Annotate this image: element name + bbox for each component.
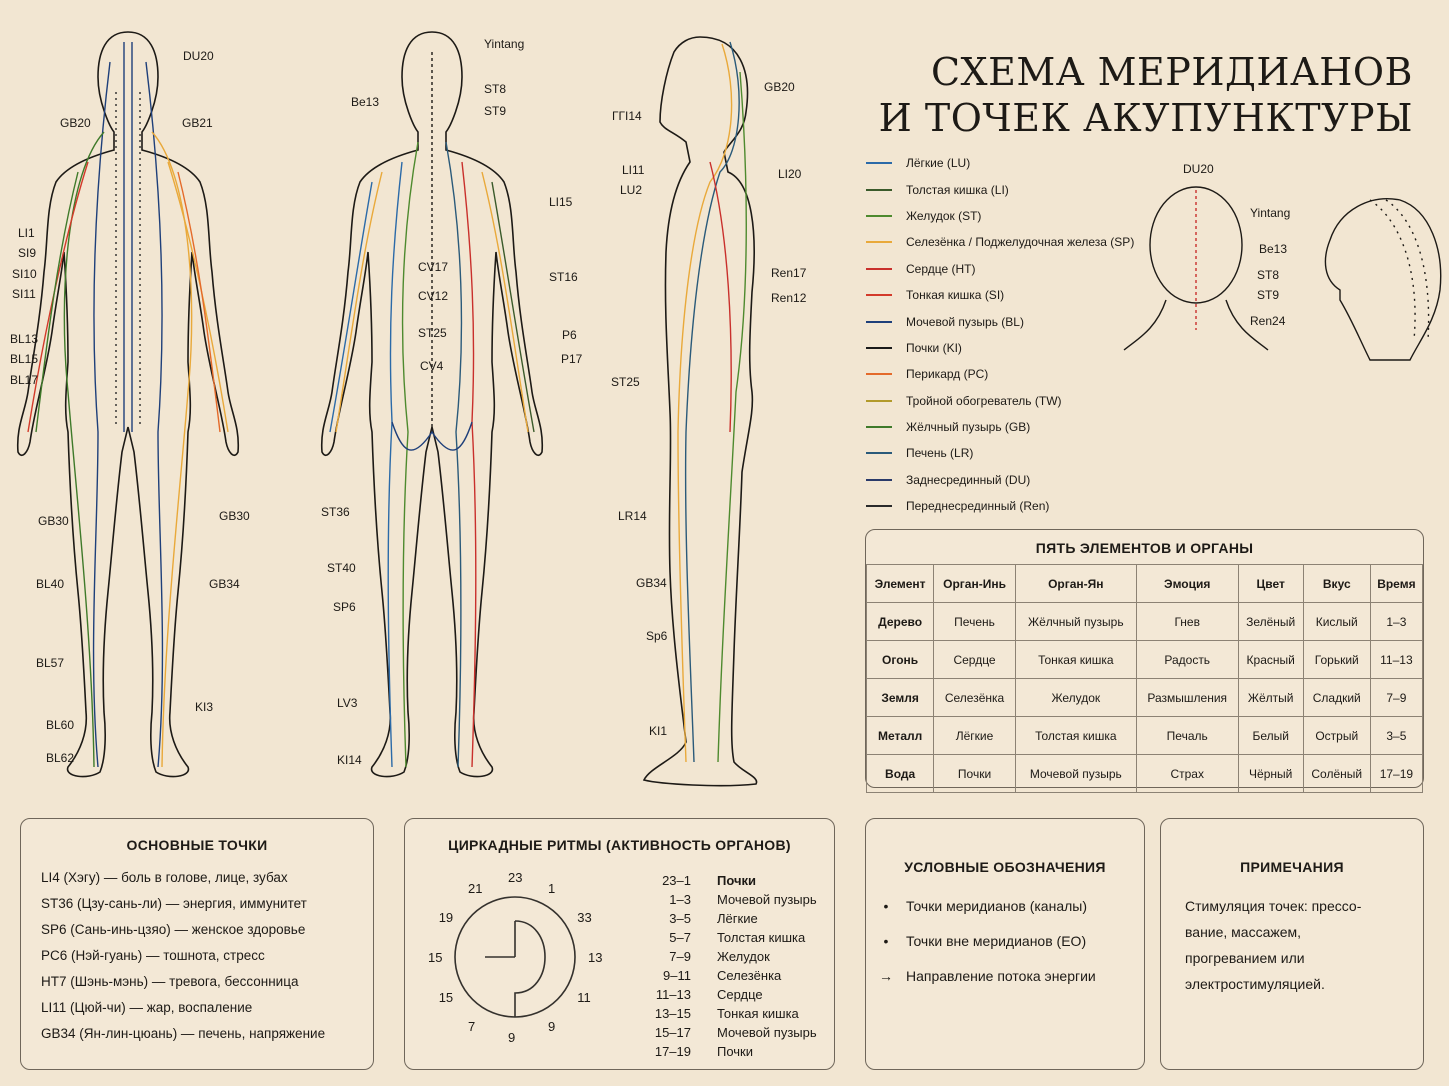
point-label: P6 xyxy=(562,328,577,342)
table-cell: Вода xyxy=(867,755,934,793)
legend-label: Почки (KI) xyxy=(906,340,962,355)
clock-label: 1 xyxy=(548,880,556,896)
point-label: LI11 xyxy=(622,163,645,177)
legend-item xyxy=(866,493,1136,519)
clock-label: 9 xyxy=(508,1030,516,1045)
point-label: Ren12 xyxy=(771,291,807,305)
table-cell: Лёгкие xyxy=(934,717,1016,755)
table-cell: Зелёный xyxy=(1238,603,1303,641)
rhythm-time: 9–11 xyxy=(663,968,691,983)
table-row xyxy=(867,603,1423,641)
table-header-cell: Цвет xyxy=(1238,565,1303,603)
point-label: P17 xyxy=(561,352,583,366)
point-label: ST40 xyxy=(327,561,356,575)
list-item xyxy=(635,947,817,966)
legend-swatch xyxy=(866,215,892,217)
table-cell: Мочевой пузырь xyxy=(1015,755,1136,793)
point-label: ST25 xyxy=(418,326,447,340)
point-label: KI3 xyxy=(195,700,214,714)
point-label: LI20 xyxy=(778,167,802,181)
point-label: Yintang xyxy=(1250,206,1291,220)
rhythm-time: 1–3 xyxy=(669,892,691,907)
legend-label: Мочевой пузырь (BL) xyxy=(906,314,1024,329)
point-label: GB20 xyxy=(60,116,91,130)
legend-label: Жёлчный пузырь (GB) xyxy=(906,420,1031,435)
circadian-panel xyxy=(404,818,835,1070)
table-cell: Селезёнка xyxy=(934,679,1016,717)
table-row xyxy=(867,641,1423,679)
point-label: BL15 xyxy=(10,352,39,366)
table-cell: Жёлчный пузырь xyxy=(1015,603,1136,641)
legend-swatch xyxy=(866,426,892,428)
table-cell: Кислый xyxy=(1303,603,1370,641)
list-item: GB34 (Ян-лин-цюань) — печень, напряжение xyxy=(41,1026,326,1041)
main-points-title: ОСНОВНЫЕ ТОЧКИ xyxy=(126,837,268,853)
point-label: KI1 xyxy=(649,724,668,738)
table-header-cell: Вкус xyxy=(1303,565,1370,603)
rhythm-organ: Селезёнка xyxy=(717,968,782,983)
point-label: CV12 xyxy=(418,289,449,303)
point-label: ST8 xyxy=(484,82,507,96)
legend-item xyxy=(866,440,1136,466)
point-label: ГГI14 xyxy=(612,109,642,123)
table-cell: Красный xyxy=(1238,641,1303,679)
legend-label: Сердце (HT) xyxy=(906,261,976,276)
list-item xyxy=(866,889,1144,924)
legend-swatch xyxy=(866,162,892,164)
table-cell: Солёный xyxy=(1303,755,1370,793)
point-label: LI15 xyxy=(549,195,573,209)
point-label: LI1 xyxy=(18,226,35,240)
point-label: GB34 xyxy=(209,577,240,591)
list-item xyxy=(635,985,817,1004)
legend-item xyxy=(866,308,1136,334)
table-cell: Страх xyxy=(1136,755,1238,793)
rhythm-time: 15–17 xyxy=(654,1025,691,1040)
point-label: SI9 xyxy=(18,246,37,260)
list-item xyxy=(635,928,817,947)
list-item: SP6 (Сань-инь-цзяо) — женское здоровье xyxy=(41,922,306,937)
clock-label: 7 xyxy=(468,1019,476,1035)
rhythm-time: 7–9 xyxy=(669,949,691,964)
point-label: LR14 xyxy=(618,509,647,523)
symbols-list xyxy=(866,889,1144,994)
list-item: LI11 (Цюй-чи) — жар, воспаление xyxy=(41,1000,253,1015)
rhythm-time: 3–5 xyxy=(669,911,691,926)
legend-item xyxy=(866,335,1136,361)
legend-label: Печень (LR) xyxy=(906,446,974,461)
point-label: LU2 xyxy=(620,183,643,197)
notes-title: ПРИМЕЧАНИЯ xyxy=(1240,859,1344,875)
point-label: ST16 xyxy=(549,270,578,284)
rhythm-time: 23–1 xyxy=(662,873,691,888)
table-cell: Сладкий xyxy=(1303,679,1370,717)
point-label: DU20 xyxy=(1183,162,1214,176)
legend-item xyxy=(866,256,1136,282)
legend-swatch xyxy=(866,452,892,454)
point-label: BL13 xyxy=(10,332,39,346)
legend-swatch xyxy=(866,479,892,481)
legend-item xyxy=(866,176,1136,202)
legend-swatch xyxy=(866,400,892,402)
point-label: Ren24 xyxy=(1250,314,1286,328)
notes-text: Стимуляция точек: прессо- вание, массажем, прогреванием или электростимуляцией. xyxy=(1185,898,1362,992)
legend-label: Толстая кишка (LI) xyxy=(906,182,1009,197)
legend-item xyxy=(866,150,1136,176)
title-line-2: И ТОЧЕК АКУПУНКТУРЫ xyxy=(878,96,1413,141)
circadian-list xyxy=(635,871,817,1061)
bullet-icon: • xyxy=(883,898,889,914)
table-cell: 3–5 xyxy=(1370,717,1422,755)
table-cell: Почки xyxy=(934,755,1016,793)
table-header-cell: Орган-Инь xyxy=(934,565,1016,603)
list-item: HT7 (Шэнь-мэнь) — тревога, бессонница xyxy=(41,974,299,989)
legend-label: Селезёнка / Поджелудочная железа (SP) xyxy=(906,235,1135,250)
page-title xyxy=(879,49,1413,141)
table-cell: Чёрный xyxy=(1238,755,1303,793)
point-label: Be13 xyxy=(351,95,380,109)
point-label: GB30 xyxy=(219,509,250,523)
meridian-legend xyxy=(866,150,1136,519)
legend-item xyxy=(866,282,1136,308)
legend-item xyxy=(866,361,1136,387)
point-label: GB34 xyxy=(636,576,667,590)
legend-label: Переднесрединный (Ren) xyxy=(906,499,1050,514)
rhythm-time: 17–19 xyxy=(654,1044,691,1059)
symbol-text: Точки меридианов (каналы) xyxy=(906,898,1087,914)
table-cell: Радость xyxy=(1136,641,1238,679)
rhythm-time: 11–13 xyxy=(655,987,691,1002)
list-item xyxy=(635,909,817,928)
table-cell: Жёлтый xyxy=(1238,679,1303,717)
clock-label: 11 xyxy=(577,990,591,1005)
point-label: ST8 xyxy=(1257,268,1280,282)
clock-label: 23 xyxy=(508,870,523,885)
notes-panel xyxy=(1160,818,1424,1070)
circadian-title: ЦИРКАДНЫЕ РИТМЫ (АКТИВНОСТЬ ОРГАНОВ) xyxy=(448,837,791,853)
point-label: BL60 xyxy=(46,718,75,732)
point-label: KI14 xyxy=(337,753,362,767)
rhythm-organ: Толстая кишка xyxy=(717,930,806,945)
legend-item xyxy=(866,414,1136,440)
legend-label: Тройной обогреватель (TW) xyxy=(906,393,1062,408)
rhythm-time: 5–7 xyxy=(669,930,691,945)
legend-swatch xyxy=(866,373,892,375)
legend-swatch xyxy=(866,505,892,507)
five-elements-title: ПЯТЬ ЭЛЕМЕНТОВ И ОРГАНЫ xyxy=(1035,540,1254,556)
table-header-cell: Орган-Ян xyxy=(1015,565,1136,603)
rhythm-organ: Лёгкие xyxy=(717,911,758,926)
legend-label: Перикард (PC) xyxy=(906,367,989,382)
clock-label: 15 xyxy=(428,950,443,965)
point-label: ST9 xyxy=(484,104,507,118)
legend-item xyxy=(866,388,1136,414)
list-item xyxy=(635,890,817,909)
legend-swatch xyxy=(866,241,892,243)
arrow-icon: → xyxy=(879,968,893,984)
legend-label: Тонкая кишка (SI) xyxy=(906,288,1005,303)
list-item xyxy=(635,1042,817,1061)
legend-swatch xyxy=(866,294,892,296)
point-label: GB30 xyxy=(38,514,69,528)
point-label: DU20 xyxy=(183,49,214,63)
clock-label: 15 xyxy=(438,990,454,1005)
rhythm-organ: Почки xyxy=(717,873,757,888)
legend-label: Желудок (ST) xyxy=(906,208,982,223)
legend-swatch xyxy=(866,321,892,323)
clock-label: 13 xyxy=(588,950,603,965)
table-cell: Белый xyxy=(1238,717,1303,755)
point-label: CV17 xyxy=(418,260,449,274)
table-cell: Желудок xyxy=(1015,679,1136,717)
legend-swatch xyxy=(866,268,892,270)
clock-label: 21 xyxy=(468,880,483,896)
point-label: SI10 xyxy=(12,267,37,281)
rhythm-organ: Желудок xyxy=(717,949,770,964)
bullet-icon: • xyxy=(883,933,889,949)
table-cell: 11–13 xyxy=(1370,641,1422,679)
table-cell: 17–19 xyxy=(1370,755,1422,793)
table-cell: Острый xyxy=(1303,717,1370,755)
rhythm-organ: Тонкая кишка xyxy=(717,1006,799,1021)
list-item xyxy=(635,871,817,890)
point-label: ST36 xyxy=(321,505,350,519)
symbol-text: Точки вне меридианов (ЕО) xyxy=(906,933,1087,949)
table-cell: 1–3 xyxy=(1370,603,1422,641)
table-cell: Металл xyxy=(867,717,934,755)
table-row xyxy=(867,755,1423,793)
table-header-cell: Эмоция xyxy=(1136,565,1238,603)
five-elements-panel xyxy=(865,529,1424,788)
list-item: PC6 (Нэй-гуань) — тошнота, стресс xyxy=(41,948,265,963)
table-cell: Земля xyxy=(867,679,934,717)
five-elements-table xyxy=(866,564,1423,793)
table-cell: Печаль xyxy=(1136,717,1238,755)
point-label: BL40 xyxy=(36,577,65,591)
symbols-title: УСЛОВНЫЕ ОБОЗНАЧЕНИЯ xyxy=(904,859,1106,875)
clock-label: 9 xyxy=(548,1019,556,1035)
point-label: BL62 xyxy=(46,751,75,765)
rhythm-organ: Сердце xyxy=(717,987,763,1002)
point-label: ST25 xyxy=(611,375,640,389)
symbol-text: Направление потока энергии xyxy=(906,968,1096,984)
point-label: CV4 xyxy=(420,359,444,373)
rhythm-organ: Мочевой пузырь xyxy=(717,892,817,907)
point-label: BL17 xyxy=(10,373,39,387)
main-points-list xyxy=(21,865,373,1047)
point-label: GB21 xyxy=(182,116,213,130)
rhythm-time: 13–15 xyxy=(654,1006,691,1021)
table-cell: Размышления xyxy=(1136,679,1238,717)
table-cell: Огонь xyxy=(867,641,934,679)
point-label: SI11 xyxy=(12,287,36,301)
legend-swatch xyxy=(866,347,892,349)
legend-item xyxy=(866,203,1136,229)
list-item xyxy=(866,959,1144,994)
table-cell: Горький xyxy=(1303,641,1370,679)
rhythm-organ: Мочевой пузырь xyxy=(717,1025,817,1040)
list-item xyxy=(635,1023,817,1042)
clock-label: 19 xyxy=(438,910,454,925)
rhythm-organ: Почки xyxy=(717,1044,754,1059)
table-cell: Гнев xyxy=(1136,603,1238,641)
legend-item xyxy=(866,229,1136,255)
list-item: LI4 (Хэгу) — боль в голове, лице, зубах xyxy=(41,870,288,885)
legend-swatch xyxy=(866,189,892,191)
table-row xyxy=(867,717,1423,755)
table-cell: Дерево xyxy=(867,603,934,641)
symbols-panel xyxy=(865,818,1145,1070)
table-row xyxy=(867,679,1423,717)
point-label: Be13 xyxy=(1259,242,1288,256)
table-cell: Печень xyxy=(934,603,1016,641)
legend-label: Лёгкие (LU) xyxy=(906,156,971,171)
point-label: ST9 xyxy=(1257,288,1280,302)
list-item: ST36 (Цзу-сань-ли) — энергия, иммунитет xyxy=(41,896,307,911)
table-header-cell: Время xyxy=(1370,565,1422,603)
point-label: LV3 xyxy=(337,696,358,710)
table-cell: Сердце xyxy=(934,641,1016,679)
list-item xyxy=(635,966,817,985)
point-label: Yintang xyxy=(484,37,525,51)
title-line-1: СХЕМА МЕРИДИАНОВ xyxy=(930,50,1413,95)
legend-label: Заднесрединный (DU) xyxy=(906,472,1031,487)
list-item xyxy=(866,924,1144,959)
legend-item xyxy=(866,467,1136,493)
list-item xyxy=(635,1004,817,1023)
point-label: GB20 xyxy=(764,80,795,94)
clock-label: 33 xyxy=(577,910,592,925)
point-label: Sp6 xyxy=(646,629,668,643)
main-points-panel xyxy=(20,818,374,1070)
table-cell: Тонкая кишка xyxy=(1015,641,1136,679)
table-cell: Толстая кишка xyxy=(1015,717,1136,755)
table-cell: 7–9 xyxy=(1370,679,1422,717)
table-header-cell: Элемент xyxy=(867,565,934,603)
point-label: SP6 xyxy=(333,600,356,614)
point-label: Ren17 xyxy=(771,266,807,280)
point-label: BL57 xyxy=(36,656,65,670)
